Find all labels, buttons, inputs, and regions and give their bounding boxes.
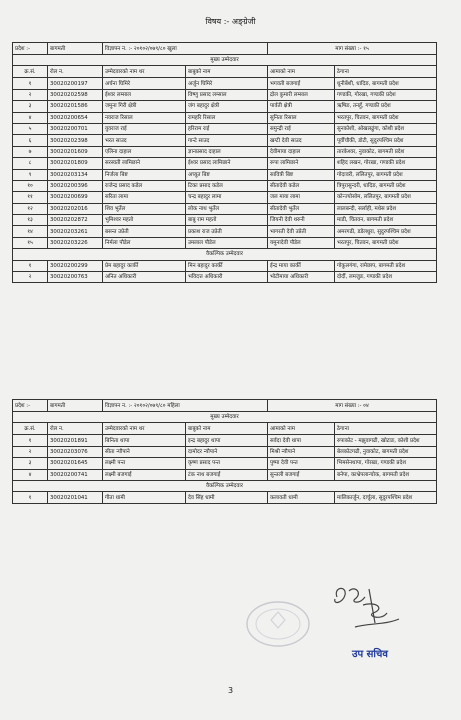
mother-name-cell: सुनिता रिसाल <box>268 112 335 123</box>
province-header-row <box>13 43 437 55</box>
column-header: बाबुको नाम <box>186 423 268 435</box>
address-cell: भरतपुर, चितवन, बागमती प्रदेश <box>335 237 437 248</box>
table-row <box>13 78 437 89</box>
address-cell: गोदावरी, ललितपुर, बागमती प्रदेश <box>335 169 437 180</box>
mother-name-cell: सावित्री बिष्ट <box>268 169 335 180</box>
official-seal <box>243 598 313 650</box>
roll-number-cell: 30020203226 <box>48 237 103 248</box>
column-header: आमाको नाम <box>268 66 335 78</box>
candidate-name-cell: नवराज रिसाल <box>103 112 186 123</box>
roll-number-cell: 30020202598 <box>48 89 103 100</box>
candidate-name-cell: प्रेम बहादुर कार्की <box>103 260 186 271</box>
candidate-name-cell: भुमिश्वर महतो <box>103 215 186 226</box>
table-row <box>13 203 437 214</box>
candidate-name-cell: युवराज राई <box>103 123 186 134</box>
column-header: क्र.सं. <box>13 66 48 78</box>
serial-cell: ४ <box>13 112 48 123</box>
father-name-cell: दामोदर न्यौपाने <box>186 446 268 457</box>
province-value: बागमती <box>48 43 103 55</box>
candidate-name-cell: गीता धामी <box>103 492 186 503</box>
address-cell: गण्डकी, गोरखा, गण्डकी प्रदेश <box>335 89 437 100</box>
serial-cell: १५ <box>13 237 48 248</box>
serial-cell: १४ <box>13 226 48 237</box>
candidate-name-cell: बसन्त उप्रेती <box>103 226 186 237</box>
roll-number-cell: 30020202872 <box>48 215 103 226</box>
address-cell: शहिद लखन, गोरखा, गण्डकी प्रदेश <box>335 158 437 169</box>
father-name-cell: लोक नाथ भुर्तेल <box>186 203 268 214</box>
mother-name-cell: भगवती बजगाईं <box>268 78 335 89</box>
province-header-row <box>13 400 437 412</box>
roll-number-cell: 30020201809 <box>48 158 103 169</box>
alternate-candidates-heading: वैकल्पिक उम्मेदवार <box>13 249 437 260</box>
column-header: रोल न. <box>48 66 103 78</box>
table-row <box>13 215 437 226</box>
table-row <box>13 89 437 100</box>
column-header: बाबुको नाम <box>186 66 268 78</box>
roll-number-cell: 30020201609 <box>48 146 103 157</box>
table-row <box>13 101 437 112</box>
mother-name-cell: कलावती धामी <box>268 492 335 503</box>
table-row <box>13 169 437 180</box>
serial-cell: ९ <box>13 169 48 180</box>
roll-number-cell: 30020200763 <box>48 272 103 283</box>
candidate-name-cell: लक्ष्मी पन्त <box>103 458 186 469</box>
table-row <box>13 180 437 191</box>
father-name-cell: अच्युत बिष्ट <box>186 169 268 180</box>
main-candidates-heading-row <box>13 412 437 423</box>
column-header: ठेगाना <box>335 66 437 78</box>
roll-number-cell: 30020200396 <box>48 180 103 191</box>
serial-cell: १ <box>13 78 48 89</box>
serial-cell: ५ <box>13 123 48 134</box>
father-name-cell: विष्णु प्रसाद लम्साल <box>186 89 268 100</box>
address-cell: गोकुलगंगा, रामेछाप, बागमती प्रदेश <box>335 260 437 271</box>
column-header: ठेगाना <box>335 423 437 435</box>
mother-name-cell: खग्टी देवी साउद <box>268 135 335 146</box>
table-row <box>13 260 437 271</box>
roll-number-cell: 30020201891 <box>48 435 103 446</box>
mother-name-cell: मिश्री न्यौपाने <box>268 446 335 457</box>
serial-cell: १० <box>13 180 48 191</box>
address-cell: धुनीबेंशी, धादिङ, बागमती प्रदेश <box>335 78 437 89</box>
mother-name-cell: भोटीमाया अधिकारी <box>268 272 335 283</box>
serial-cell: ७ <box>13 146 48 157</box>
candidate-name-cell: जमुना गिरी क्षेत्री <box>103 101 186 112</box>
mother-name-cell: जियनी देवी थरुनी <box>268 215 335 226</box>
candidate-name-cell: बिनिता थापा <box>103 435 186 446</box>
main-candidates-heading-row <box>13 55 437 66</box>
candidate-name-cell: राजेन्द्र प्रसाद कडेल <box>103 180 186 191</box>
designation-label: उप सचिव <box>352 649 388 660</box>
serial-cell: ११ <box>13 192 48 203</box>
candidate-name-cell: ईश्वर लम्साल <box>103 89 186 100</box>
address-cell: कोन्ज्योसोम, ललितपुर, बागमती प्रदेश <box>335 192 437 203</box>
address-cell: त्रिपुरासुन्दरी, धादिङ, बागमती प्रदेश <box>335 180 437 191</box>
father-name-cell: हरिराम राई <box>186 123 268 134</box>
serial-cell: ६ <box>13 135 48 146</box>
mother-name-cell: सीतादेवी भुर्तेल <box>268 203 335 214</box>
table-row <box>13 458 437 469</box>
column-header: आमाको नाम <box>268 423 335 435</box>
alternate-candidates-heading-row <box>13 480 437 491</box>
candidate-name-cell: भरत साउद <box>103 135 186 146</box>
candidate-name-cell: अर्चना घिमिरे <box>103 78 186 89</box>
mother-name-cell: यमुनादेवी पौडेल <box>268 237 335 248</box>
candidate-name-cell: निर्जला बिष्ट <box>103 169 186 180</box>
father-name-cell: मिन बहादुर कार्की <box>186 260 268 271</box>
mother-name-cell: समुन्द्री राई <box>268 123 335 134</box>
main-candidates-heading: मुख्य उम्मेदवार <box>13 412 437 423</box>
roll-number-cell: 30020200699 <box>48 192 103 203</box>
address-cell: माडी, चितवन, बागमती प्रदेश <box>335 215 437 226</box>
father-name-cell: टंक नाथ बजगाईं <box>186 469 268 480</box>
mother-name-cell: ईन्द्र माया कार्की <box>268 260 335 271</box>
main-candidates-heading: मुख्य उम्मेदवार <box>13 55 437 66</box>
serial-cell: १ <box>13 492 48 503</box>
roll-number-cell: 30020200741 <box>48 469 103 480</box>
roll-number-cell: 30020203076 <box>48 446 103 457</box>
roll-number-cell: 30020202016 <box>48 203 103 214</box>
father-name-cell: ज्ञानप्रसाद दाहाल <box>186 146 268 157</box>
mother-name-cell: सीतादेवी कडेल <box>268 180 335 191</box>
roll-number-cell: 30020200299 <box>48 260 103 271</box>
subject-title: विषय :- अङ्ग्रेजी <box>205 17 256 26</box>
address-cell: ऋषिङ, तनहुँ, गण्डकी प्रदेश <box>335 101 437 112</box>
demand-count: माग संख्या :- १५ <box>268 43 437 55</box>
father-name-cell: रामहरि रिसाल <box>186 112 268 123</box>
father-name-cell: टिका प्रसाद कडेल <box>186 180 268 191</box>
mother-name-cell: भागरती देवी उप्रेती <box>268 226 335 237</box>
roll-number-cell: 30020200654 <box>48 112 103 123</box>
page-number: 3 <box>227 686 234 695</box>
signature-image <box>325 583 405 645</box>
candidate-name-cell: निर्मला पौडेल <box>103 237 186 248</box>
serial-cell: १३ <box>13 215 48 226</box>
column-header: उम्मेदवारको नाम थर <box>103 423 186 435</box>
serial-cell: १ <box>13 435 48 446</box>
table-row <box>13 446 437 457</box>
column-header: रोल न. <box>48 423 103 435</box>
address-cell: अमरगढी, डडेलधुरा, सुदुरपश्चिम प्रदेश <box>335 226 437 237</box>
address-cell: बेलकोटगढी, नुवाकोट, बागमती प्रदेश <box>335 446 437 457</box>
father-name-cell: भविदत्त अधिकारी <box>186 272 268 283</box>
column-header: क्र.सं. <box>13 423 48 435</box>
notice-number: विज्ञापन न. :- २०१०२/०७९/८० महिला <box>103 400 268 412</box>
mother-name-cell: पार्वती क्षेत्री <box>268 101 335 112</box>
column-header-row <box>13 423 437 435</box>
column-header: उम्मेदवारको नाम थर <box>103 66 186 78</box>
table-row <box>13 435 437 446</box>
candidate-name-cell: लक्ष्मी बजगाईं <box>103 469 186 480</box>
roll-number-cell: 30020202398 <box>48 135 103 146</box>
father-name-cell: बाबु राम महतो <box>186 215 268 226</box>
father-name-cell: जंग बहादुर क्षेत्री <box>186 101 268 112</box>
address-cell: भरतपुर, चितवन, बागमती प्रदेश <box>335 112 437 123</box>
roll-number-cell: 30020203134 <box>48 169 103 180</box>
candidate-name-cell: सरिता लामा <box>103 192 186 203</box>
serial-cell: ४ <box>13 469 48 480</box>
address-cell: सुनकोशी, ओखलढुंगा, कोशी प्रदेश <box>335 123 437 134</box>
address-cell: बनेपा, काभ्रेपलान्चोक, बागमती प्रदेश <box>335 469 437 480</box>
mother-name-cell: पुष्पा देवी पन्त <box>268 458 335 469</box>
address-cell: पूर्वीचौकी, डोटी, सुदुरपश्चिम प्रदेश <box>335 135 437 146</box>
notice-number: विज्ञापन न. :- २०१०२/०७९/८० खुला <box>103 43 268 55</box>
address-cell: रुपाकोट - मझुवागढी, खोटाङ, कोशी प्रदेश <box>335 435 437 446</box>
table-row <box>13 492 437 503</box>
serial-cell: २ <box>13 272 48 283</box>
demand-count: माग संख्या :- ०४ <box>268 400 437 412</box>
province-label: प्रदेश :- <box>13 43 48 55</box>
table-row <box>13 226 437 237</box>
mother-name-cell: रूपा लामिछाने <box>268 158 335 169</box>
roll-number-cell: 30020201586 <box>48 101 103 112</box>
father-name-cell: कृष्ण प्रसाद पन्त <box>186 458 268 469</box>
serial-cell: ३ <box>13 101 48 112</box>
serial-cell: ३ <box>13 458 48 469</box>
mother-name-cell: देवीमाया दाहाल <box>268 146 335 157</box>
roll-number-cell: 30020200701 <box>48 123 103 134</box>
father-name-cell: ईश्वर प्रसाद लामिछाने <box>186 158 268 169</box>
table-row <box>13 112 437 123</box>
candidate-table-women <box>12 399 437 504</box>
table-row <box>13 158 437 169</box>
province-value: बागमती <box>48 400 103 412</box>
serial-cell: १ <box>13 260 48 271</box>
table-row <box>13 192 437 203</box>
serial-cell: २ <box>13 446 48 457</box>
province-label: प्रदेश :- <box>13 400 48 412</box>
roll-number-cell: 30020201041 <box>48 492 103 503</box>
mother-name-cell: द्रोल कुमारी लम्साल <box>268 89 335 100</box>
roll-number-cell: 30020201645 <box>48 458 103 469</box>
address-cell: मालिकार्जुन, दार्चुला, सुदुरपश्चिम प्रदेश <box>335 492 437 503</box>
father-name-cell: चन्द्र बहादुर लामा <box>186 192 268 203</box>
father-name-cell: उमलाल पौडेल <box>186 237 268 248</box>
mother-name-cell: सर्वदा देवी थापा <box>268 435 335 446</box>
table-row <box>13 237 437 248</box>
father-name-cell: इन्द्र बहादुर थापा <box>186 435 268 446</box>
table-row <box>13 469 437 480</box>
address-cell: तारकेश्वर, नुवाकोट, बागमती प्रदेश <box>335 146 437 157</box>
mother-name-cell: जल माया लामा <box>268 192 335 203</box>
father-name-cell: अर्जुन घिमिरे <box>186 78 268 89</box>
serial-cell: २ <box>13 89 48 100</box>
address-cell: दोर्दी, लमजुङ, गण्डकी प्रदेश <box>335 272 437 283</box>
serial-cell: १२ <box>13 203 48 214</box>
table-row <box>13 146 437 157</box>
candidate-name-cell: सीता न्यौपाने <box>103 446 186 457</box>
roll-number-cell: 30020203261 <box>48 226 103 237</box>
alternate-candidates-heading: वैकल्पिक उम्मेदवार <box>13 480 437 491</box>
father-name-cell: गान्टे साउद <box>186 135 268 146</box>
address-cell: लालबन्दी, सर्लाही, मधेस प्रदेश <box>335 203 437 214</box>
table-row <box>13 123 437 134</box>
roll-number-cell: 30020200197 <box>48 78 103 89</box>
candidate-name-cell: एलिना दाहाल <box>103 146 186 157</box>
table-row <box>13 272 437 283</box>
column-header-row <box>13 66 437 78</box>
father-name-cell: देव सिंह धामी <box>186 492 268 503</box>
mother-name-cell: सुन्तली बजगाईं <box>268 469 335 480</box>
address-cell: भिमसेनथापा, गोरखा, गण्डकी प्रदेश <box>335 458 437 469</box>
serial-cell: ८ <box>13 158 48 169</box>
candidate-table-open <box>12 42 437 283</box>
father-name-cell: प्रकाश राज उप्रेती <box>186 226 268 237</box>
candidate-name-cell: सरस्वती लामिछाने <box>103 158 186 169</box>
candidate-name-cell: अनित अधिकारी <box>103 272 186 283</box>
alternate-candidates-heading-row <box>13 249 437 260</box>
table-row <box>13 135 437 146</box>
candidate-name-cell: शिव भुर्तेल <box>103 203 186 214</box>
